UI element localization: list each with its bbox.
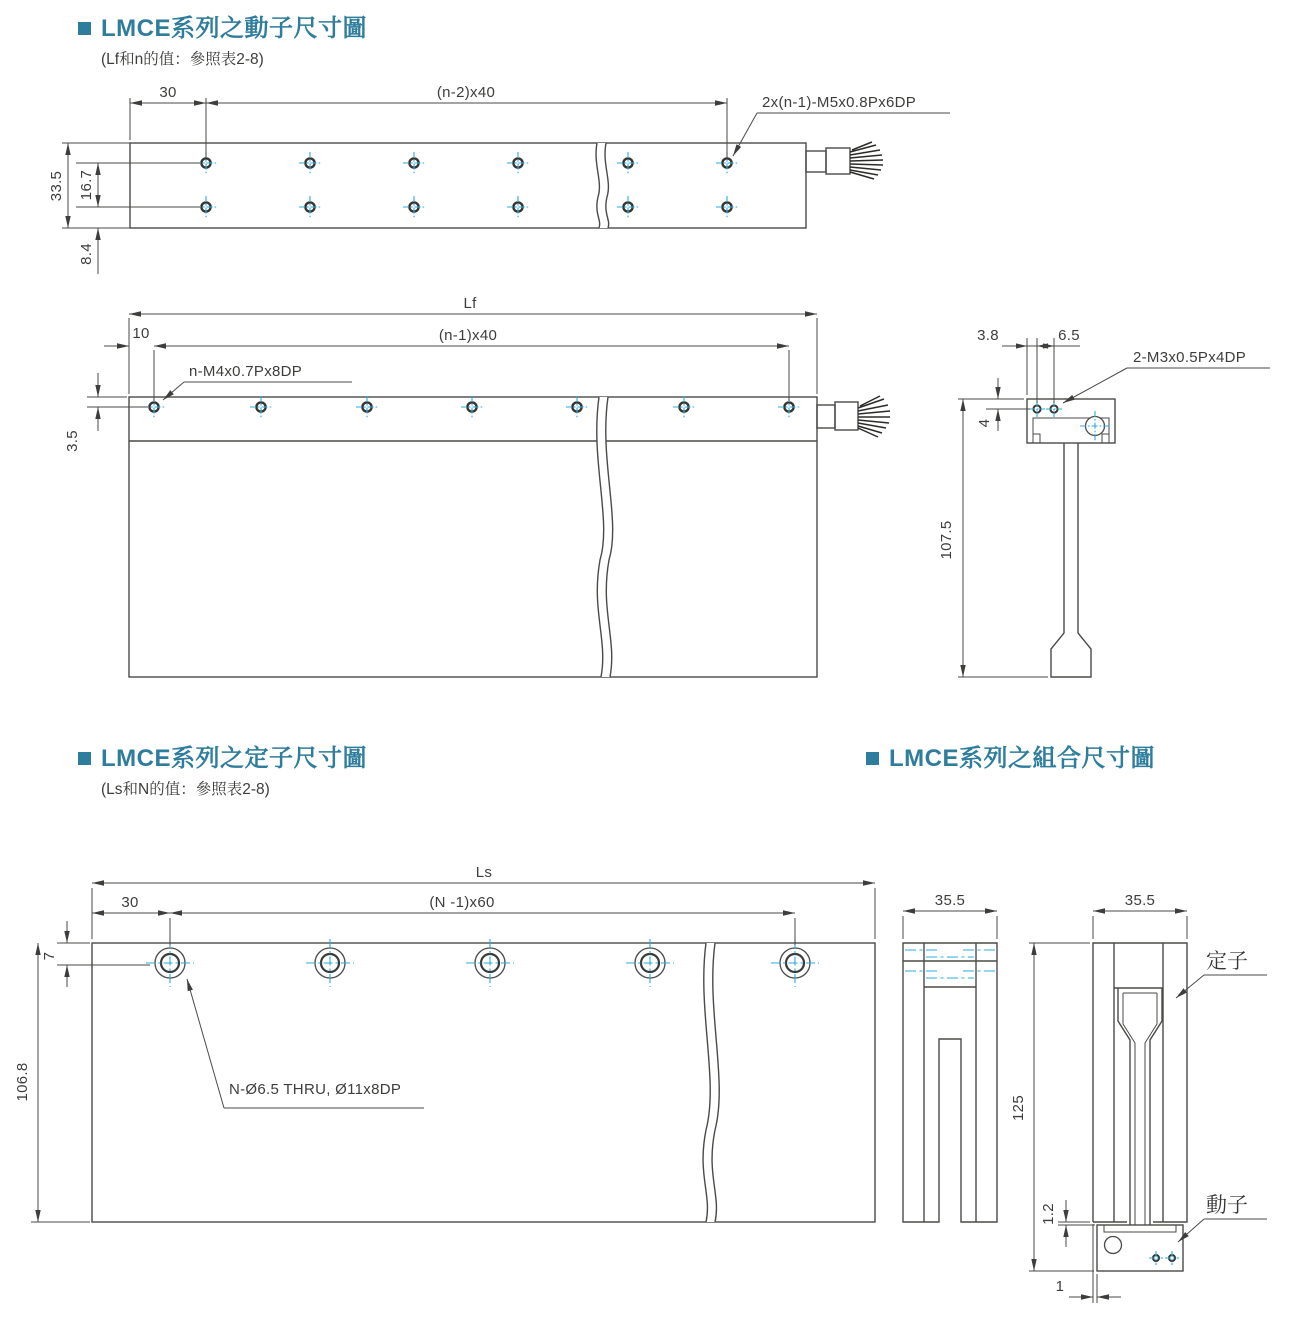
stator-outline (92, 943, 875, 1222)
blade-outline (1051, 443, 1091, 677)
m3-hole (1149, 1251, 1163, 1265)
cable-wires (850, 142, 883, 179)
dim-125: 125 (1010, 1095, 1027, 1121)
thread-callout: 2x(n-1)-M5x0.8Px6DP (762, 94, 917, 111)
assembly-dimensions (1010, 892, 1267, 1303)
assembly-section-title: LMCE系列之組合尺寸圖 (889, 745, 1155, 772)
thread-callout: 2-M3x0.5Px4DP (1133, 349, 1247, 366)
hidden-centerlines (905, 950, 995, 978)
dim-8-4: 8.4 (78, 243, 95, 265)
mover-side-dimensions (938, 327, 1270, 677)
stator-front-dimensions (14, 864, 875, 1222)
assembly-blade-inner (1123, 993, 1157, 1225)
assembly-stator-outline (1093, 943, 1187, 1222)
dim-106-8: 106.8 (14, 1062, 31, 1102)
tapped-holes (143, 396, 800, 418)
hole (356, 396, 378, 418)
dim-10: 10 (132, 325, 150, 342)
hole (299, 152, 321, 174)
mover-part-label: 動子 (1206, 1194, 1248, 1217)
mover-section-note: (Lf和n的值：參照表2-8) (101, 50, 264, 68)
assembly-section-view (1010, 892, 1267, 1303)
hole (673, 396, 695, 418)
mover-top-dimensions (48, 84, 950, 274)
hole-callout: N-Ø6.5 THRU, Ø11x8DP (229, 1081, 402, 1098)
dim-pitch: (n-2)x40 (436, 84, 496, 101)
hole (461, 396, 483, 418)
hole (403, 152, 425, 174)
hole (566, 396, 588, 418)
hole (403, 196, 425, 218)
stator-front-view (14, 864, 875, 1222)
dim-30: 30 (121, 894, 139, 911)
m3-hole (1165, 1251, 1179, 1265)
dim-7: 7 (41, 951, 58, 961)
m3-hole (1046, 401, 1062, 417)
cable-wires (858, 396, 890, 437)
dim-1: 1 (1055, 1278, 1065, 1295)
mounting-hole (1080, 411, 1110, 441)
mover-front-dimensions (64, 295, 817, 452)
mover-head (1097, 1225, 1183, 1271)
dim-6-5: 6.5 (1058, 327, 1080, 344)
dim-1-2: 1.2 (1040, 1203, 1057, 1225)
hole (250, 396, 272, 418)
cable (817, 396, 890, 437)
dim-107-5: 107.5 (938, 520, 955, 560)
mover-front-outline (129, 397, 817, 677)
dim-3-8: 3.8 (977, 327, 999, 344)
dim-ls: Ls (475, 864, 493, 881)
hole (299, 196, 321, 218)
dim-16-7: 16.7 (78, 169, 95, 201)
hole (617, 152, 639, 174)
tapped-holes (195, 152, 738, 218)
stator-section-title: LMCE系列之定子尺寸圖 (101, 745, 367, 772)
dim-33-5: 33.5 (48, 170, 65, 202)
stator-section-view (903, 892, 997, 1222)
break-band (703, 943, 719, 1222)
m3-hole (1029, 401, 1045, 417)
hole (626, 939, 674, 987)
dim-35-5: 35.5 (1124, 892, 1156, 909)
hole (507, 196, 529, 218)
hole (617, 196, 639, 218)
dim-pitch: (n-1)x40 (438, 327, 498, 344)
dim-30: 30 (159, 84, 177, 101)
cable (806, 142, 883, 179)
hole (306, 939, 354, 987)
dim-35-5: 35.5 (934, 892, 966, 909)
assembly-blade-outer (1118, 988, 1162, 1225)
dim-pitch: (N -1)x60 (429, 894, 495, 911)
counterbore-holes (146, 939, 819, 987)
mover-top-outline (130, 143, 806, 228)
hole (716, 196, 738, 218)
dim-3-5: 3.5 (64, 430, 81, 452)
stator-part-label: 定子 (1206, 950, 1248, 973)
thread-callout: n-M4x0.7Px8DP (189, 363, 303, 380)
dim-lf: Lf (463, 295, 477, 312)
dim-4: 4 (976, 418, 993, 428)
mover-top-view (48, 84, 950, 274)
stator-section-note: (Ls和N的值：參照表2-8) (101, 780, 270, 798)
hole (771, 939, 819, 987)
mover-front-view (64, 295, 890, 677)
hole (507, 152, 529, 174)
mover-side-view (938, 327, 1270, 677)
mover-section-title: LMCE系列之動子尺寸圖 (101, 15, 367, 42)
stator-section-dimensions (903, 892, 997, 939)
stator-section-outline (903, 943, 997, 1222)
hole (466, 939, 514, 987)
